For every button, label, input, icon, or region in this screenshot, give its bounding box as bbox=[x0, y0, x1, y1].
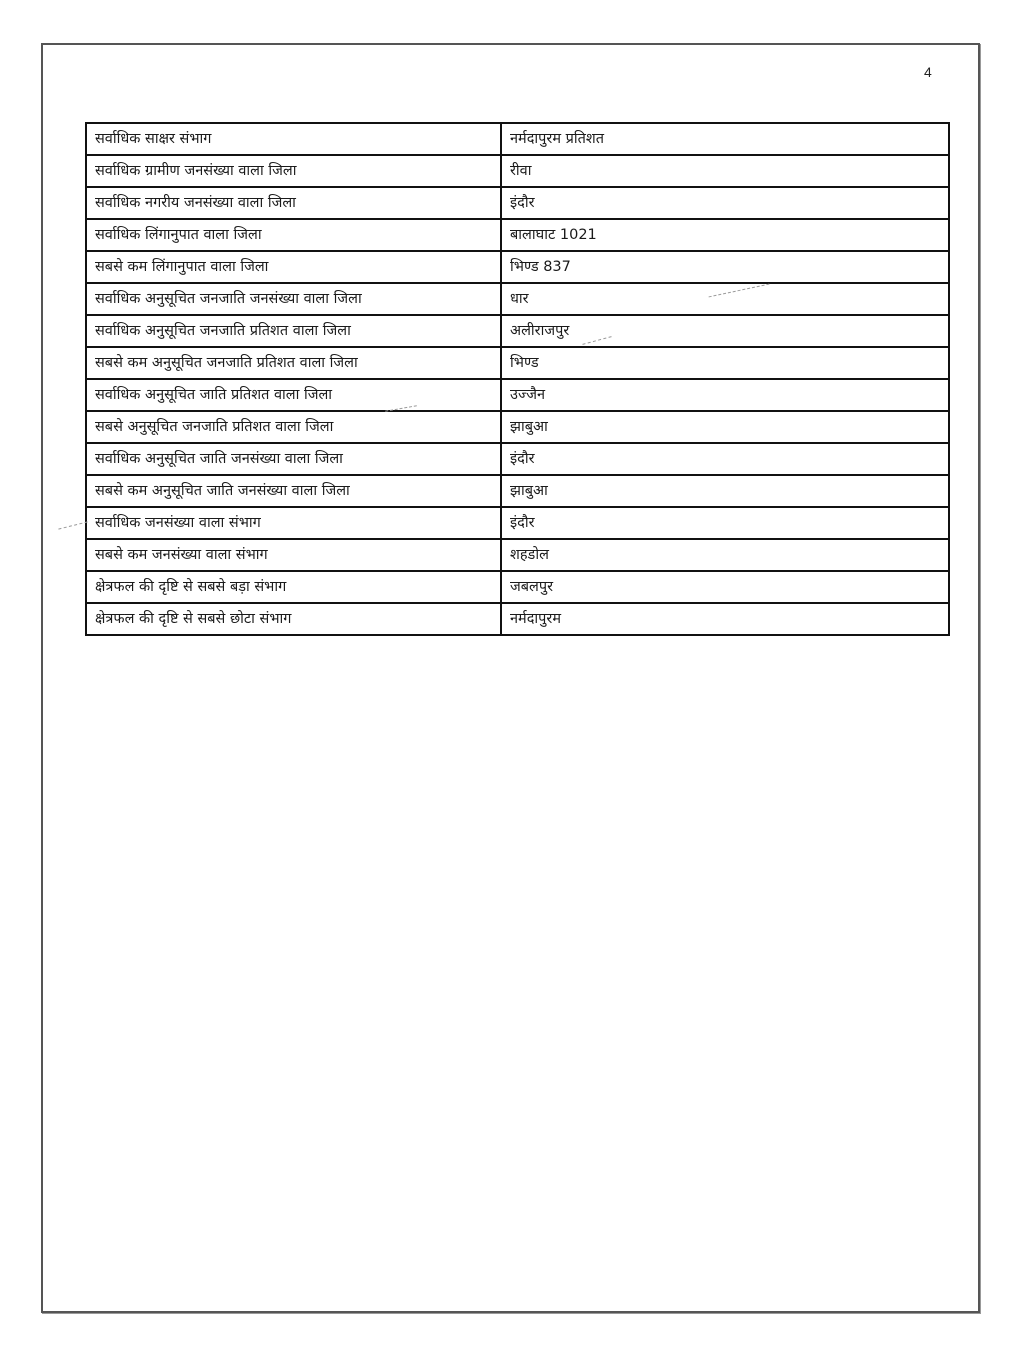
table-row bbox=[86, 571, 949, 603]
row-value: शहडोल bbox=[501, 539, 949, 571]
table-row bbox=[86, 219, 949, 251]
row-label: सबसे कम अनुसूचित जनजाति प्रतिशत वाला जिला bbox=[86, 347, 501, 379]
row-label: सर्वाधिक लिंगानुपात वाला जिला bbox=[86, 219, 501, 251]
table-row bbox=[86, 507, 949, 539]
row-value: अलीराजपुर bbox=[501, 315, 949, 347]
row-value: भिण्ड bbox=[501, 347, 949, 379]
row-value: बालाघाट 1021 bbox=[501, 219, 949, 251]
row-value: इंदौर bbox=[501, 507, 949, 539]
table-row bbox=[86, 123, 949, 155]
table-row bbox=[86, 315, 949, 347]
row-label: सबसे कम जनसंख्या वाला संभाग bbox=[86, 539, 501, 571]
table-row bbox=[86, 283, 949, 315]
row-value: उज्जैन bbox=[501, 379, 949, 411]
row-label: सबसे कम अनुसूचित जाति जनसंख्या वाला जिला bbox=[86, 475, 501, 507]
table-row bbox=[86, 603, 949, 635]
row-value: भिण्ड 837 bbox=[501, 251, 949, 283]
row-label: सर्वाधिक साक्षर संभाग bbox=[86, 123, 501, 155]
row-value: झाबुआ bbox=[501, 411, 949, 443]
table-row bbox=[86, 411, 949, 443]
row-value: नर्मदापुरम प्रतिशत bbox=[501, 123, 949, 155]
table-row bbox=[86, 187, 949, 219]
row-value: धार bbox=[501, 283, 949, 315]
row-label: सर्वाधिक जनसंख्या वाला संभाग bbox=[86, 507, 501, 539]
row-value: झाबुआ bbox=[501, 475, 949, 507]
row-value: इंदौर bbox=[501, 187, 949, 219]
row-value: जबलपुर bbox=[501, 571, 949, 603]
table-row bbox=[86, 347, 949, 379]
page-number: 4 bbox=[924, 64, 932, 80]
row-label: सर्वाधिक अनुसूचित जनजाति जनसंख्या वाला जिला bbox=[86, 283, 501, 315]
table-row bbox=[86, 155, 949, 187]
row-label: क्षेत्रफल की दृष्टि से सबसे बड़ा संभाग bbox=[86, 571, 501, 603]
table-row bbox=[86, 379, 949, 411]
row-label: सर्वाधिक अनुसूचित जाति प्रतिशत वाला जिला bbox=[86, 379, 501, 411]
row-label: सर्वाधिक अनुसूचित जनजाति प्रतिशत वाला जिला bbox=[86, 315, 501, 347]
row-value: नर्मदापुरम bbox=[501, 603, 949, 635]
row-label: सर्वाधिक नगरीय जनसंख्या वाला जिला bbox=[86, 187, 501, 219]
table-row bbox=[86, 475, 949, 507]
table-row bbox=[86, 539, 949, 571]
table-row bbox=[86, 443, 949, 475]
facts-table bbox=[85, 122, 950, 636]
row-label: सर्वाधिक अनुसूचित जाति जनसंख्या वाला जिला bbox=[86, 443, 501, 475]
row-label: सबसे अनुसूचित जनजाति प्रतिशत वाला जिला bbox=[86, 411, 501, 443]
row-value: रीवा bbox=[501, 155, 949, 187]
row-label: सर्वाधिक ग्रामीण जनसंख्या वाला जिला bbox=[86, 155, 501, 187]
row-label: क्षेत्रफल की दृष्टि से सबसे छोटा संभाग bbox=[86, 603, 501, 635]
table-row bbox=[86, 251, 949, 283]
row-value: इंदौर bbox=[501, 443, 949, 475]
row-label: सबसे कम लिंगानुपात वाला जिला bbox=[86, 251, 501, 283]
